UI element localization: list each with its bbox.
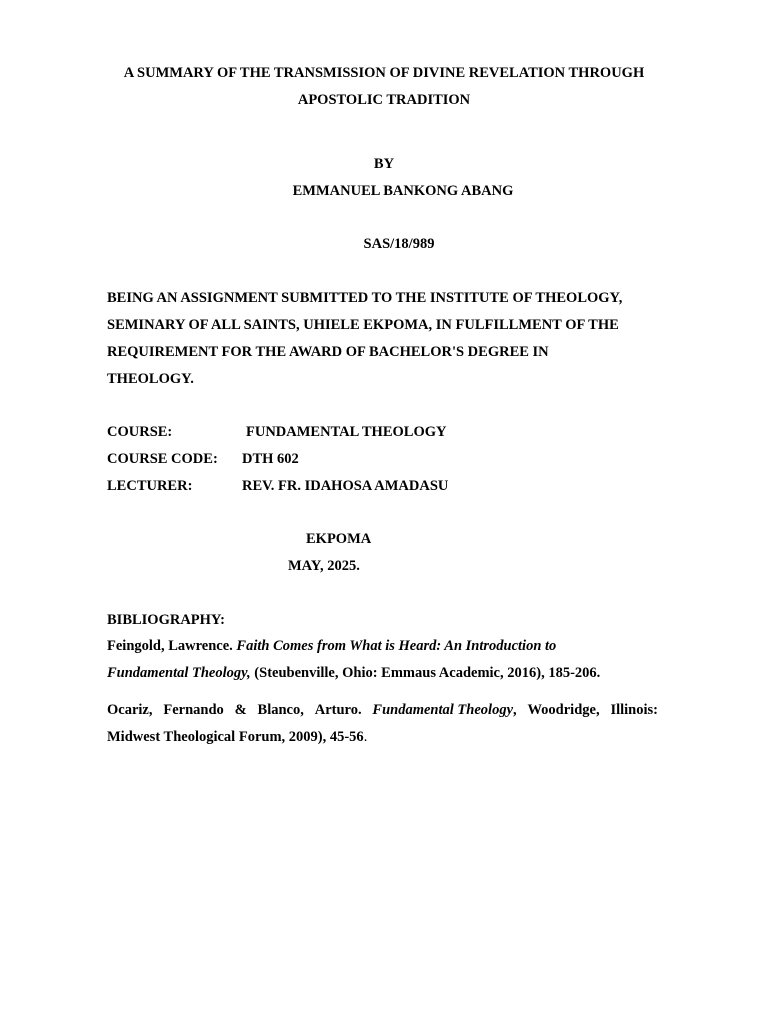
submission-line-3: REQUIREMENT FOR THE AWARD OF BACHELOR'S DEGREE IN bbox=[107, 344, 549, 360]
entry-2-publication: Midwest Theological Forum, 2009), 45-56 bbox=[107, 729, 364, 745]
entry-1-title-part-2: Fundamental Theology, bbox=[107, 665, 251, 681]
entry-2-word: Blanco, bbox=[257, 702, 304, 718]
entry-2-word: Arturo. bbox=[314, 702, 362, 718]
by-label: BY bbox=[373, 156, 395, 172]
course-value: FUNDAMENTAL THEOLOGY bbox=[246, 424, 447, 440]
bibliography-entry-2-line-1 bbox=[107, 703, 658, 718]
course-label: COURSE: bbox=[107, 424, 173, 440]
author-name: EMMANUEL BANKONG ABANG bbox=[292, 183, 514, 199]
bibliography-entry-2-line-2 bbox=[107, 730, 367, 745]
entry-2-word: Woodridge, bbox=[527, 702, 600, 718]
lecturer-value: REV. FR. IDAHOSA AMADASU bbox=[242, 478, 449, 494]
entry-2-word: Fernando bbox=[163, 702, 224, 718]
entry-2-comma: , bbox=[513, 702, 517, 718]
submission-line-1: BEING AN ASSIGNMENT SUBMITTED TO THE INSTITUTE OF THEOLOGY, bbox=[107, 290, 623, 306]
course-code-value: DTH 602 bbox=[242, 451, 299, 467]
bibliography-heading: BIBLIOGRAPHY: bbox=[107, 612, 225, 628]
title-line-1: A SUMMARY OF THE TRANSMISSION OF DIVINE REVELATION THROUGH bbox=[123, 65, 645, 81]
entry-2-word: & bbox=[234, 702, 247, 718]
entry-2-period: . bbox=[363, 729, 368, 745]
entry-1-title-part-1: Faith Comes from What is Heard: An Introduction to bbox=[236, 638, 557, 654]
entry-2-title: Fundamental Theology bbox=[372, 702, 514, 718]
submission-line-4: THEOLOGY. bbox=[107, 371, 194, 387]
course-code-label: COURSE CODE: bbox=[107, 451, 218, 467]
entry-1-author: Feingold, Lawrence. bbox=[107, 638, 237, 654]
place: EKPOMA bbox=[306, 531, 372, 547]
entry-1-publication: (Steubenville, Ohio: Emmaus Academic, 2016), 185-206. bbox=[250, 665, 601, 681]
date: MAY, 2025. bbox=[288, 558, 360, 574]
title-line-2: APOSTOLIC TRADITION bbox=[297, 92, 471, 108]
bibliography-entry-1-line-2 bbox=[107, 666, 600, 681]
entry-2-title-group bbox=[372, 703, 516, 718]
lecturer-label: LECTURER: bbox=[107, 478, 193, 494]
submission-line-2: SEMINARY OF ALL SAINTS, UHIELE EKPOMA, IN FULFILLMENT OF THE bbox=[107, 317, 619, 333]
bibliography-entry-1-line-1 bbox=[107, 639, 556, 654]
entry-2-word: Ocariz, bbox=[107, 702, 153, 718]
matric-number: SAS/18/989 bbox=[363, 236, 435, 252]
entry-2-word: Illinois: bbox=[610, 702, 658, 718]
